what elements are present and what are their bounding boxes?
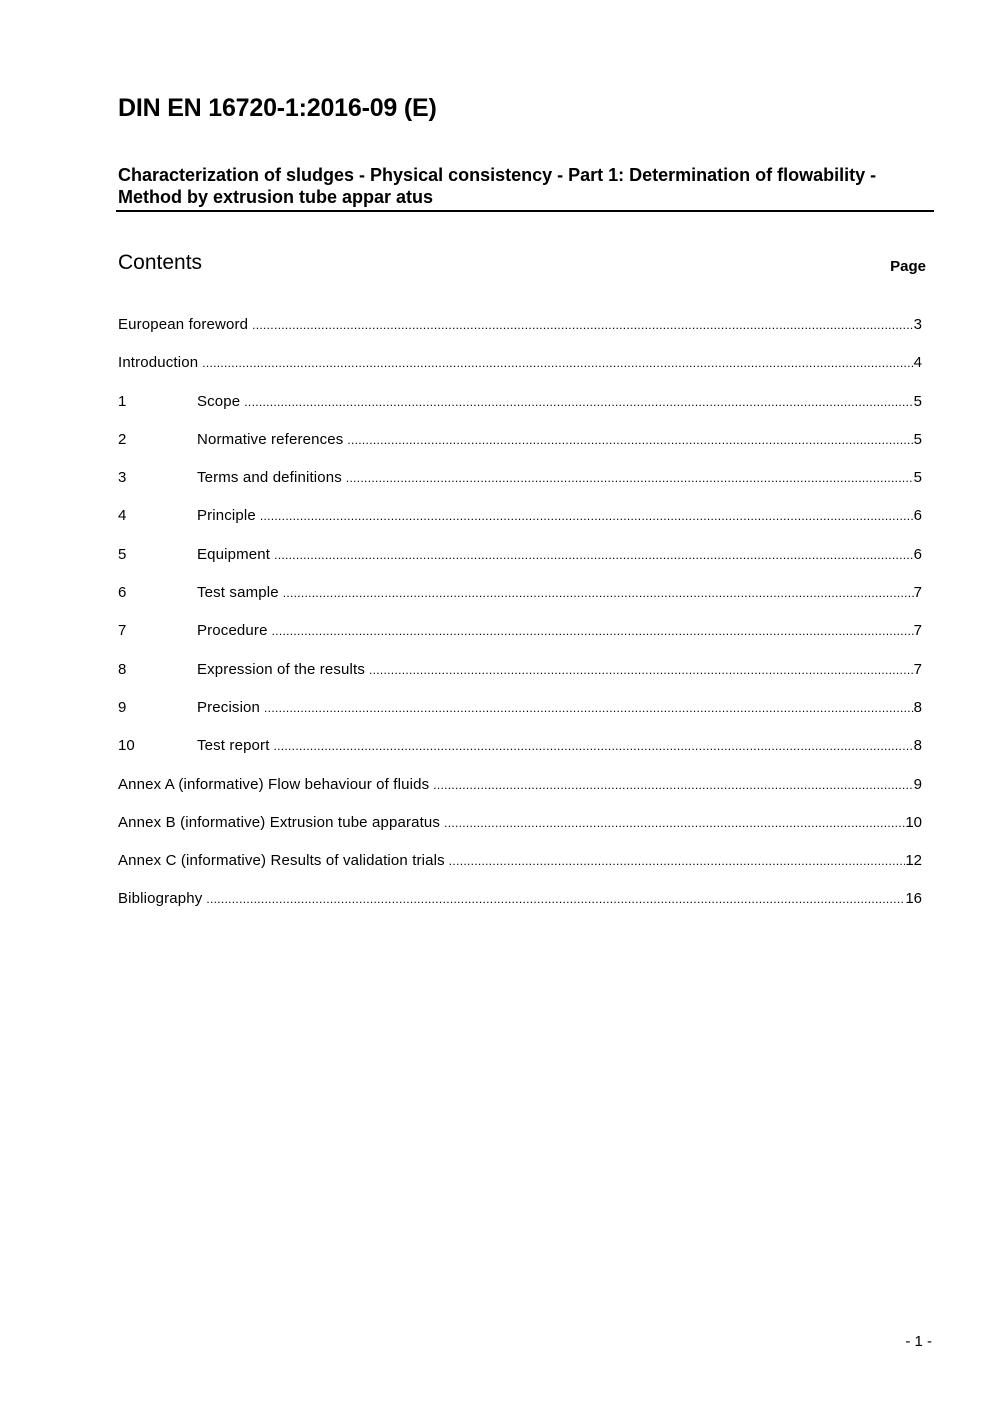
toc-entry[interactable] [118, 888, 922, 926]
contents-heading: Contents [118, 251, 203, 274]
toc-entry[interactable] [118, 812, 922, 850]
toc-entry[interactable] [118, 544, 922, 582]
toc-entry-page: 7 [913, 584, 922, 602]
toc-entry-label: Introduction [118, 354, 199, 372]
toc-entry-number: 8 [118, 660, 127, 678]
toc-entry[interactable] [118, 850, 922, 888]
toc-entry-page: 10 [905, 813, 922, 831]
toc-entry[interactable] [118, 429, 922, 467]
toc-dot-leader [347, 429, 913, 451]
toc-entry-page: 5 [913, 469, 922, 487]
toc-entry-label: Procedure [197, 622, 268, 640]
toc-entry-label: Test report [197, 737, 270, 755]
toc-dot-leader [444, 812, 905, 834]
toc-dot-leader [252, 314, 914, 336]
toc-entry-number: 6 [118, 584, 127, 602]
toc-entry[interactable] [118, 697, 922, 735]
toc-entry-page: 5 [913, 430, 922, 448]
toc-entry-page: 9 [913, 775, 922, 793]
toc-entry-number: 7 [118, 622, 127, 640]
toc-dot-leader [260, 505, 914, 527]
toc-entry[interactable] [118, 314, 922, 352]
toc-entry-page: 7 [913, 660, 922, 678]
toc-entry-page: 6 [913, 545, 922, 563]
toc-entry-number: 2 [118, 430, 127, 448]
toc-entry-label: Annex C (informative) Results of validation trials [118, 852, 445, 870]
toc-entry[interactable] [118, 620, 922, 658]
toc-entry-page: 8 [913, 698, 922, 716]
toc-dot-leader [202, 352, 913, 374]
toc-dot-leader [272, 620, 914, 642]
toc-entry-number: 9 [118, 698, 127, 716]
document-title: DIN EN 16720-1:2016-09 (E) [118, 94, 437, 122]
toc-entry-number: 5 [118, 545, 127, 563]
toc-entry-page: 3 [913, 316, 922, 333]
toc-entry[interactable] [118, 659, 922, 697]
toc-entry[interactable] [118, 467, 922, 505]
page-number: - 1 - [905, 1333, 932, 1350]
toc-entry-page: 8 [913, 737, 922, 755]
toc-entry[interactable] [118, 735, 922, 773]
toc-dot-leader [369, 659, 914, 681]
toc-entry-page: 12 [905, 852, 922, 870]
toc-entry-number: 1 [118, 392, 127, 410]
toc-dot-leader [274, 735, 914, 757]
document-subtitle: Characterization of sludges - Physical consistency - Part 1: Determination of flowability - Method by extrusion tube appar atus [118, 165, 877, 207]
toc-entry[interactable] [118, 391, 922, 429]
toc-dot-leader [274, 544, 914, 566]
toc-entry-label: Annex B (informative) Extrusion tube apparatus [118, 813, 441, 831]
toc-entry-label: Principle [197, 507, 256, 525]
toc-entry-label: Equipment [197, 545, 271, 563]
toc-entry-page: 5 [913, 392, 922, 410]
toc-dot-leader [244, 391, 913, 413]
toc-entry[interactable] [118, 352, 922, 390]
toc-dot-leader [206, 888, 905, 910]
toc-entry[interactable] [118, 582, 922, 620]
toc-dot-leader [449, 850, 906, 872]
toc-entry-label: Precision [197, 698, 261, 716]
toc-entry-label: Scope [197, 392, 241, 410]
toc-dot-leader [346, 467, 914, 489]
toc-entry[interactable] [118, 505, 922, 543]
toc-entry-number: 10 [118, 737, 135, 755]
toc-entry-number: 3 [118, 469, 127, 487]
toc-dot-leader [433, 774, 913, 796]
toc-entry-label: Terms and definitions [197, 469, 342, 487]
page-column-label: Page [890, 258, 926, 275]
toc-entry-number: 4 [118, 507, 127, 525]
toc-entry-label: Annex A (informative) Flow behaviour of fluids [118, 775, 430, 793]
toc-dot-leader [264, 697, 914, 719]
toc-entry-label: Bibliography [118, 890, 203, 908]
table-of-contents [118, 314, 922, 927]
toc-entry-page: 4 [913, 354, 922, 372]
toc-entry-label: European foreword [118, 316, 249, 333]
title-divider [116, 210, 934, 212]
toc-entry-label: Test sample [197, 584, 279, 602]
toc-entry-page: 7 [913, 622, 922, 640]
toc-entry-page: 6 [913, 507, 922, 525]
toc-dot-leader [283, 582, 914, 604]
toc-entry-page: 16 [905, 890, 922, 908]
toc-entry-label: Normative references [197, 430, 344, 448]
toc-entry[interactable] [118, 774, 922, 812]
toc-entry-label: Expression of the results [197, 660, 365, 678]
